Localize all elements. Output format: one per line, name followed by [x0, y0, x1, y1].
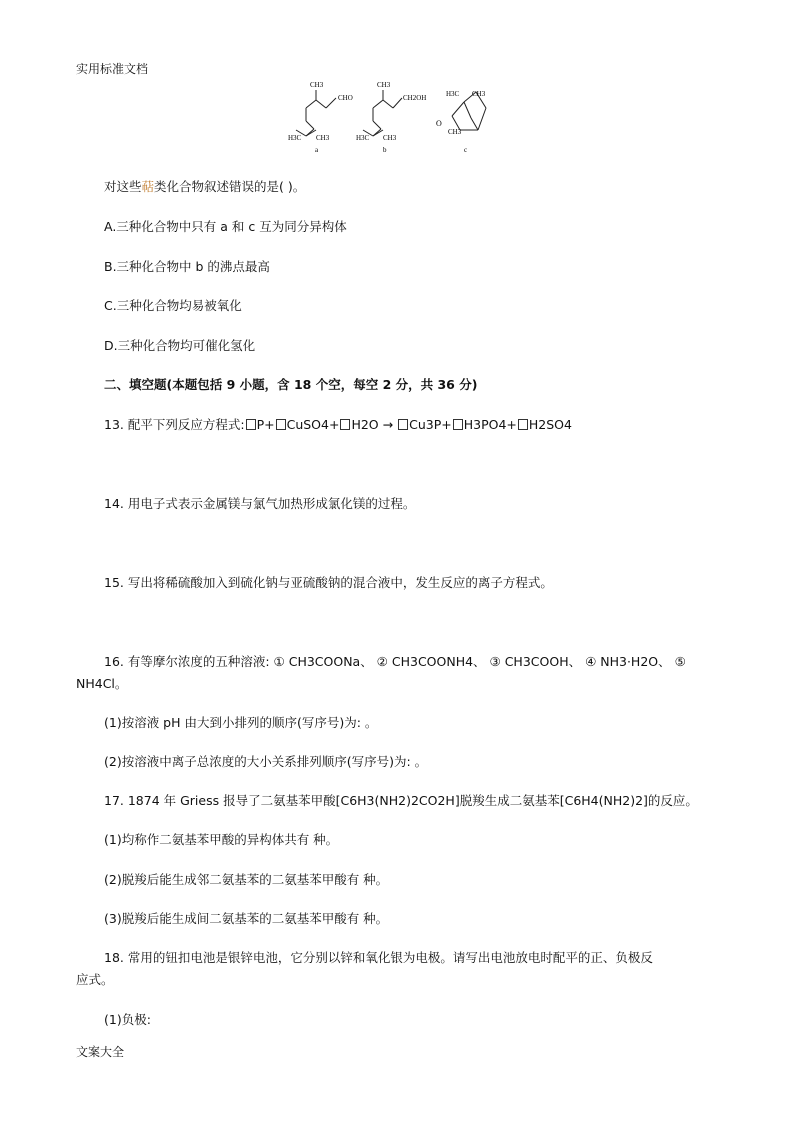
- q12-option-c: C.三种化合物均易被氧化: [104, 298, 242, 313]
- blank-box[interactable]: [398, 419, 408, 430]
- q16-sub-2: (2)按溶液中离子总浓度的大小关系排列顺序(写序号)为: 。: [104, 754, 428, 769]
- page-footer: 文案大全: [76, 1045, 125, 1059]
- q13-term-5: H3PO4+: [463, 417, 517, 432]
- q12-option-d: D.三种化合物均可催化氢化: [104, 338, 256, 353]
- arrow-icon: →: [382, 417, 394, 432]
- q18-line-2: 应式。: [76, 972, 114, 987]
- struct-b-bl: H3C: [356, 134, 370, 142]
- structure-figure: [286, 76, 506, 156]
- q17-sub-1: (1)均称作二氨基苯甲酸的异构体共有 种。: [104, 832, 339, 847]
- q13-term-2: CuSO4+: [286, 417, 340, 432]
- structure-b: [363, 90, 402, 136]
- struct-b-label: b: [383, 146, 387, 154]
- struct-c-top2: CH3: [472, 90, 486, 98]
- struct-c-o: O: [436, 119, 442, 128]
- q18-line-1: 18. 常用的钮扣电池是银锌电池，它分别以锌和氧化银为电极。请写出电池放电时配平的正、负极反: [104, 950, 653, 965]
- q16-line-2: NH4Cl。: [76, 676, 128, 691]
- struct-b-br: CH3: [383, 134, 397, 142]
- q17-sub-2: (2)脱羧后能生成邻二氨基苯的二氨基苯甲酸有 种。: [104, 872, 389, 887]
- q13-term-6: H2SO4: [528, 417, 572, 432]
- page-header: 实用标准文档: [76, 62, 149, 76]
- q12-stem-pre: 对这些: [104, 179, 142, 194]
- q13-term-4: Cu3P+: [409, 417, 452, 432]
- q13-prefix: 13. 配平下列反应方程式:: [104, 417, 245, 432]
- q12-stem-post: 类化合物叙述错误的是( )。: [154, 179, 306, 194]
- struct-a-top: CH3: [310, 81, 324, 89]
- struct-a-br: CH3: [316, 134, 330, 142]
- q14: 14. 用电子式表示金属镁与氯气加热形成氯化镁的过程。: [104, 496, 416, 511]
- struct-c-top: H3C: [446, 90, 460, 98]
- q12-option-a: A.三种化合物中只有 a 和 c 互为同分异构体: [104, 219, 347, 234]
- q13-term-3: H2O: [351, 417, 383, 432]
- struct-c-label: c: [464, 146, 468, 154]
- structure-a: [296, 90, 336, 136]
- blank-box[interactable]: [340, 419, 350, 430]
- q12-option-b: B.三种化合物中 b 的沸点最高: [104, 259, 270, 274]
- q12-stem-highlight: 萜: [141, 179, 155, 194]
- struct-a-label: a: [315, 146, 319, 154]
- blank-box[interactable]: [276, 419, 286, 430]
- struct-b-top: CH3: [377, 81, 391, 89]
- struct-b-group: CH2OH: [403, 94, 427, 102]
- blank-box[interactable]: [246, 419, 256, 430]
- q13: [104, 417, 572, 433]
- q17-sub-3: (3)脱羧后能生成间二氨基苯的二氨基苯甲酸有 种。: [104, 911, 389, 926]
- q18-sub-1: (1)负极:: [104, 1012, 151, 1027]
- q17-stem: 17. 1874 年 Griess 报导了二氨基苯甲酸[C6H3(NH2)2CO2H]脱羧生成二氨基苯[C6H4(NH2)2]的反应。: [104, 793, 698, 808]
- q16-line-1: 16. 有等摩尔浓度的五种溶液: ① CH3COONa、 ② CH3COONH4、 ③ CH3COOH、 ④ NH3·H2O、 ⑤: [104, 654, 686, 669]
- section-2-heading: 二、填空题(本题包括 9 小题，含 18 个空，每空 2 分，共 36 分): [104, 377, 478, 392]
- struct-a-group: CHO: [338, 94, 353, 102]
- q15: 15. 写出将稀硫酸加入到硫化钠与亚硫酸钠的混合液中，发生反应的离子方程式。: [104, 575, 553, 590]
- struct-a-bl: H3C: [288, 134, 302, 142]
- struct-c-me: CH3: [448, 128, 462, 136]
- q12-stem: [104, 179, 305, 195]
- q16-sub-1: (1)按溶液 pH 由大到小排列的顺序(写序号)为: 。: [104, 715, 378, 730]
- q13-term-1: P+: [256, 417, 275, 432]
- blank-box[interactable]: [518, 419, 528, 430]
- blank-box[interactable]: [453, 419, 463, 430]
